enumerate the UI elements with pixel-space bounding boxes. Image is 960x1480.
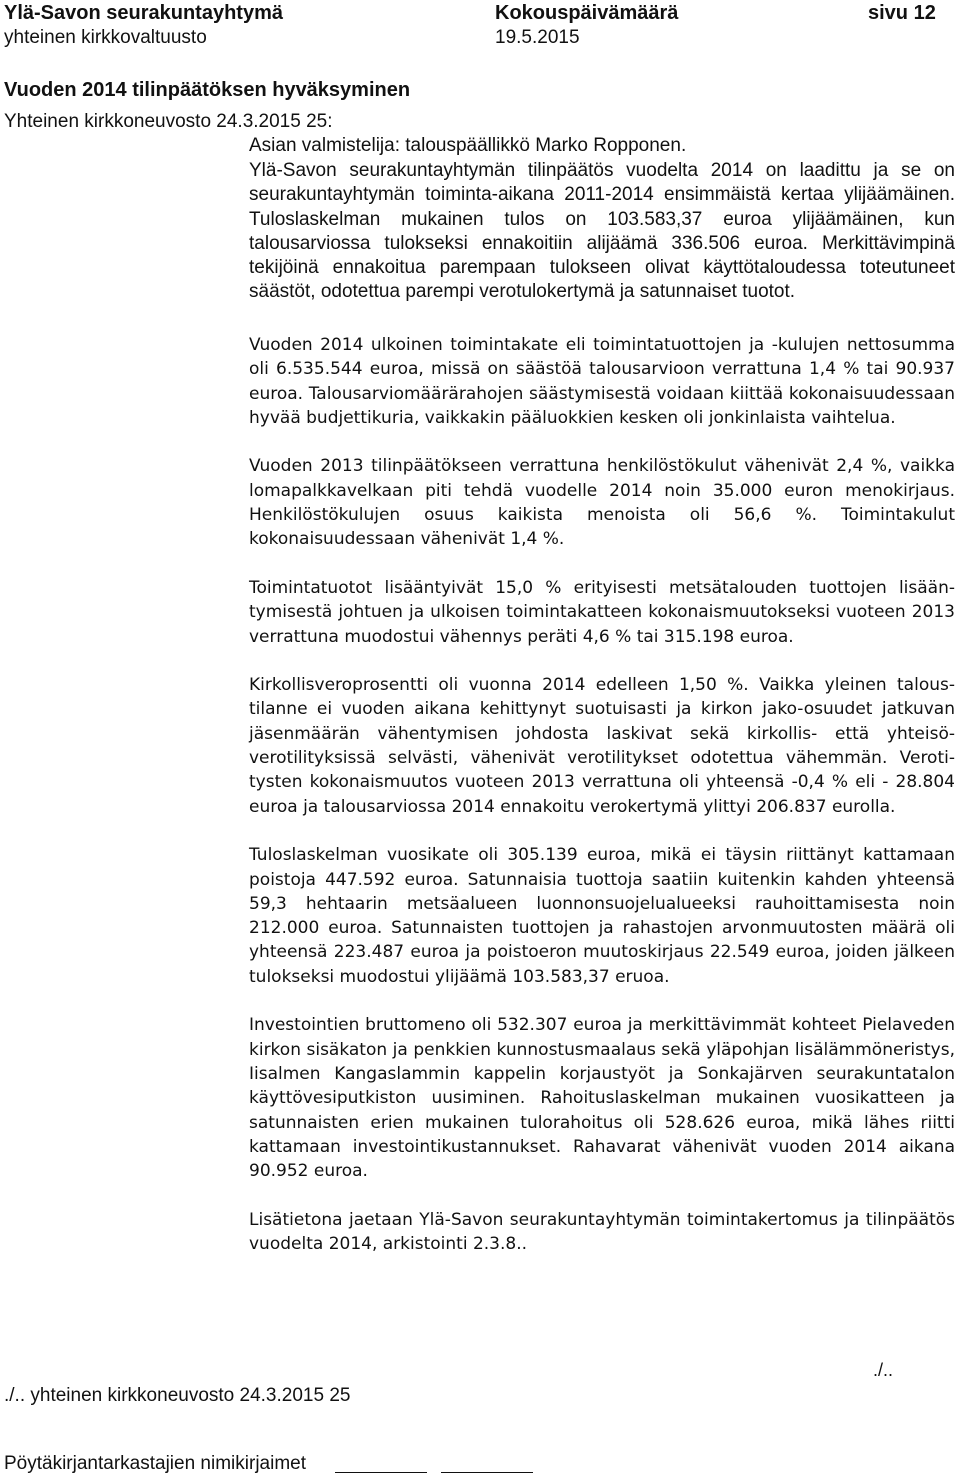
paragraph-personnel-costs: Vuoden 2013 tilinpäätökseen verrattuna henkilöstökulut vähenivät 2,4 %, vaikka lomapalkkavelkaan piti tehdä vuodelle 2014 noin 35.000 euron menokirjaus. Henkilöstökulujen osuus kaikista menoista oli 56,6 %. Toimintakulut kokonaisuudessaan vähenivät 1,4 %. [249, 456, 955, 550]
document-body [249, 333, 955, 1281]
meeting-date: 19.5.2015 [495, 27, 580, 48]
paragraph-tax-rate: Kirkollisveroprosentti oli vuonna 2014 edelleen 1,50 %. Vaikka yleinen taloustilanne ei vuoden aikana kehittynyt suotuisasti ja kirkon jako-osuudet jatkuvan jäsenmäärän vähentymisen johdosta laskivat sekä kirkollis- että yhteisöverotilityksissä selvästi, vähenivät verotilitykset odotettua vähemmän. Verotitysten kokonaismuutos vuoteen 2013 verrattuna oli yhteensä -0,4 % eli - 28.804 euroa ja talousarviossa 2014 ennakoitu verokertymä ylittyi 206.837 eurolla. [249, 675, 955, 817]
signature-line-2 [441, 1472, 533, 1473]
continues-reference: ./.. yhteinen kirkkoneuvosto 24.3.2015 25 [4, 1385, 351, 1406]
paragraph-additional-info: Lisätietona jaetaan Ylä-Savon seurakuntayhtymän toimintakertomus ja tilinpäätös vuodelta 2014, arkistointi 2.3.8.. [249, 1209, 955, 1254]
previous-meeting-ref: Yhteinen kirkkoneuvosto 24.3.2015 25: [4, 111, 333, 132]
governing-body: yhteinen kirkkovaltuusto [4, 27, 207, 48]
paragraph-annual-margin: Tuloslaskelman vuosikate oli 305.139 euroa, mikä ei täysin riittänyt kattamaan poistoja 447.592 euroa. Satunnaisia tuottoja saatiin kuitenkin kahden yhteensä 59,3 hehtaarin metsäalueen luonnonsuojelualueeksi rauhoittamisesta noin 212.000 euroa. Satunnaisten tuottojen ja rahastojen arvonmuutosten määrä oli yhteensä 223.487 euroa ja poistoeron muutoskirjaus 22.549 euroa, joiden jälkeen tulokseksi muodostui ylijäämä 103.583,37 eruoa. [249, 845, 955, 987]
paragraph-operating-income: Toimintatuotot lisääntyivät 15,0 % erityisesti metsätalouden tuottojen lisääntymisestä johtuen ja ulkoisen toimintakatteen kokonaismuutokseksi vuoteen 2013 verrattuna muodostui vähennys peräti 4,6 % tai 315.198 euroa. [249, 577, 955, 647]
paragraph-result-summary: Ylä-Savon seurakuntayhtymän tilinpäätös vuodelta 2014 on laadittu ja se on seurakuntayhtymän toiminta-aikana 2011-2014 ensimmäistä kertaa ylijäämäinen. Tuloslaskelman mukainen tulos on 103.583,37 euroa ylijäämäinen, kun talousarviossa tulokseksi ennakoitiin alijäämä 336.506 euroa. Merkittävimpinä tekijöinä ennakoitua parempaan tulokseen olivat käyttötaloudessa toteutuneet säästöt, odotettua parempi verotulokertymä ja satunnaiset tuotot. [249, 160, 955, 303]
paragraph-investments: Investointien bruttomeno oli 532.307 euroa ja merkittävimmät kohteet Pielaveden kirkon sisäkaton ja penkkien kunnostusmaalaus sekä yläpohjan lisälämmöneristys, Iisalmen Kangaslammin kappelin korjaustyöt ja Sonkajärven seurakuntatalon käyttövesiputkiston uusiminen. Rahoituslaskelman mukainen vuosikatteen ja satunnaisten erien mukainen tulorahoitus oli 528.626 euroa, mikä lähes riitti kattamaan investointikustannukset. Rahavarat vähenivät vuoden 2014 aikana 90.952 euroa. [249, 1015, 955, 1182]
signature-label: Pöytäkirjantarkastajien nimikirjaimet [4, 1453, 306, 1474]
section-title: Vuoden 2014 tilinpäätöksen hyväksyminen [4, 79, 411, 101]
organization-name: Ylä-Savon seurakuntayhtymä [4, 2, 283, 24]
meeting-date-label: Kokouspäivämäärä [495, 2, 679, 24]
page-number: sivu 12 [868, 2, 936, 24]
signature-line-1 [335, 1472, 427, 1473]
preparer-line: Asian valmistelija: talouspäällikkö Marko Ropponen. [249, 135, 687, 156]
paragraph-operating-margin: Vuoden 2014 ulkoinen toimintakate eli toimintatuottojen ja -kulujen nettosumma oli 6.535.544 euroa, missä on säästöä talousarvioon verrattuna 1,4 % tai 90.937 euroa. Talousarviomäärärahojen säästymisestä voidaan kiittää kokonaisuudessaan hyvää budjettikuria, vaikkakin pääluokkien kesken oli jonkinlaista vaihtelua. [249, 335, 955, 428]
continues-marker: ./.. [873, 1360, 894, 1380]
